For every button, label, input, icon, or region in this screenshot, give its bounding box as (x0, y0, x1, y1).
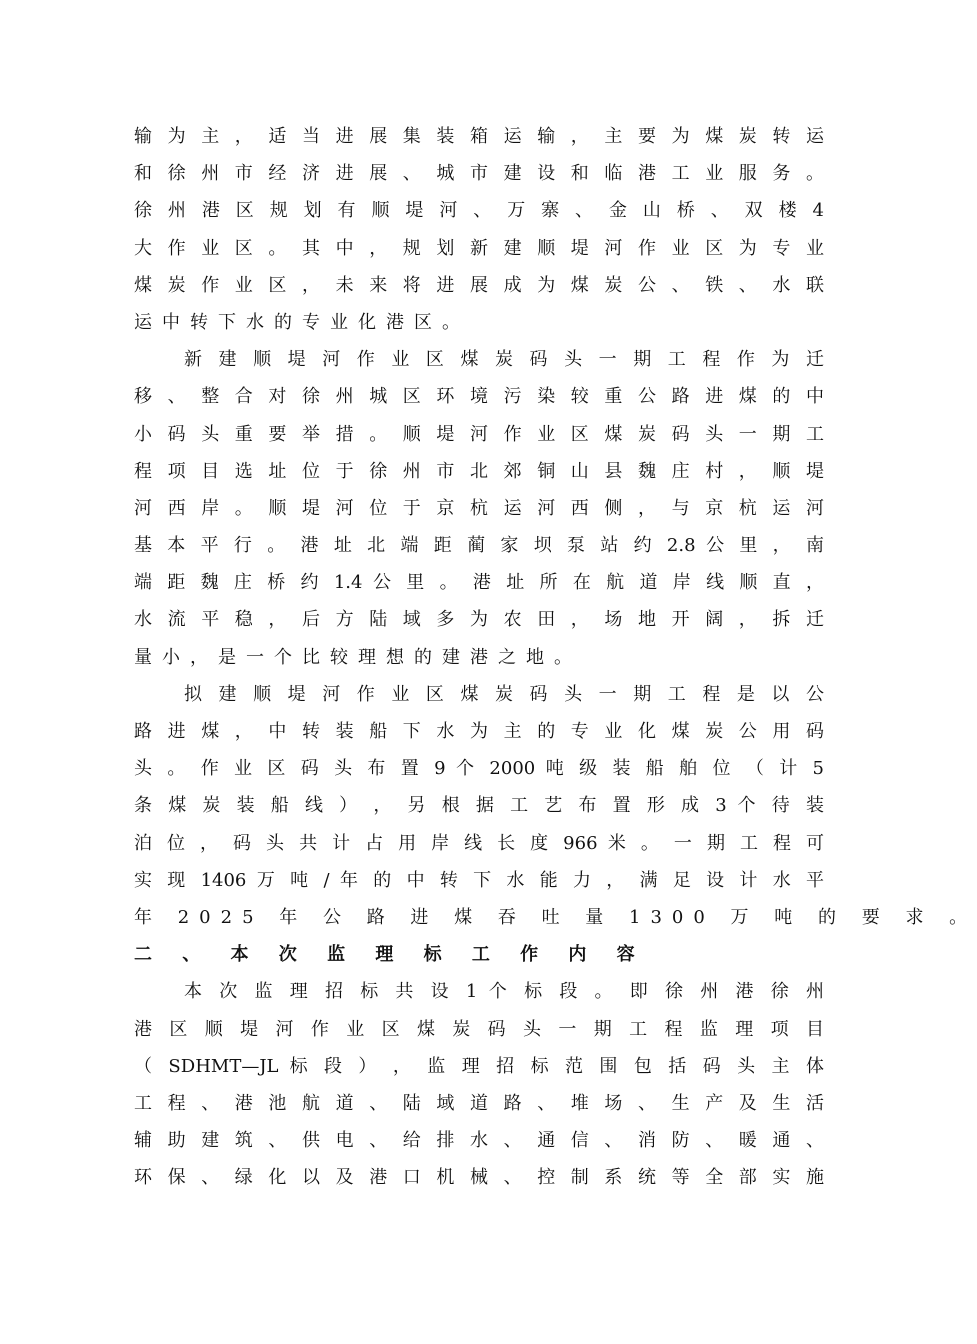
text-line: 条 煤 炭 装 船 线 ） ， 另 根 据 工 艺 布 置 形 成 3 个 待 装 (134, 795, 824, 817)
text-line: 实 现 1406 万 吨 / 年 的 中 转 下 水 能 力 ， 满 足 设 计 水 平 (134, 869, 824, 891)
text-line: 量小，是一个比较理想的建港之地。 (134, 646, 582, 668)
text-line: 大 作 业 区 。 其 中 ， 规 划 新 建 顺 堤 河 作 业 区 为 专 业 (134, 237, 824, 259)
text-line: 运中转下水的专业化港区。 (134, 311, 470, 333)
text-line: 环 保 、 绿 化 以 及 港 口 机 械 、 控 制 系 统 等 全 部 实 施 (134, 1167, 824, 1189)
section-heading: 二 、 本 次 监 理 标 工 作 内 容 (134, 944, 647, 966)
text-line: 程 项 目 选 址 位 于 徐 州 市 北 郊 铜 山 县 魏 庄 村 ， 顺 堤 (134, 460, 824, 482)
text-line: 头 。 作 业 区 码 头 布 置 9 个 2000 吨 级 装 船 舶 位 （ 计 5 (134, 758, 824, 780)
text-line: 水 流 平 稳 ， 后 方 陆 域 多 为 农 田 ， 场 地 开 阔 ， 拆 迁 (134, 609, 824, 631)
document-body (134, 118, 977, 1196)
text-line: 工 程 、 港 池 航 道 、 陆 域 道 路 、 堆 场 、 生 产 及 生 活 (134, 1092, 824, 1114)
text-line: 河 西 岸 。 顺 堤 河 位 于 京 杭 运 河 西 侧 ， 与 京 杭 运 河 (134, 497, 824, 519)
text-line: 基 本 平 行 。 港 址 北 端 距 蔺 家 坝 泵 站 约 2.8 公 里 ， 南 (134, 535, 824, 557)
text-line: （ SDHMT—JL 标 段 ） ， 监 理 招 标 范 围 包 括 码 头 主 体 (134, 1055, 824, 1077)
text-line: 年 2025 年 公 路 进 煤 吞 吐 量 1300 万 吨 的 要 求 。 (134, 906, 977, 928)
text-line: 本 次 监 理 招 标 共 设 1 个 标 段 。 即 徐 州 港 徐 州 (184, 981, 824, 1003)
text-line: 煤 炭 作 业 区 ， 未 来 将 进 展 成 为 煤 炭 公 、 铁 、 水 联 (134, 274, 824, 296)
text-line: 徐 州 港 区 规 划 有 顺 堤 河 、 万 寨 、 金 山 桥 、 双 楼 4 (134, 200, 824, 222)
text-line: 路 进 煤 ， 中 转 装 船 下 水 为 主 的 专 业 化 煤 炭 公 用 码 (134, 721, 824, 742)
text-line: 泊 位 ， 码 头 共 计 占 用 岸 线 长 度 966 米 。 一 期 工 程 可 (134, 832, 824, 854)
text-line: 端 距 魏 庄 桥 约 1.4 公 里 。 港 址 所 在 航 道 岸 线 顺 直 ， (134, 572, 824, 594)
text-line: 辅 助 建 筑 、 供 电 、 给 排 水 、 通 信 、 消 防 、 暖 通 、 (134, 1130, 824, 1152)
text-line: 移 、 整 合 对 徐 州 城 区 环 境 污 染 较 重 公 路 进 煤 的 中 (134, 386, 824, 408)
text-line: 小 码 头 重 要 举 措 。 顺 堤 河 作 业 区 煤 炭 码 头 一 期 工 (134, 423, 824, 445)
text-line: 和 徐 州 市 经 济 进 展 、 城 市 建 设 和 临 港 工 业 服 务 。 (134, 163, 824, 185)
text-line: 拟 建 顺 堤 河 作 业 区 煤 炭 码 头 一 期 工 程 是 以 公 (184, 683, 824, 705)
text-line: 输 为 主 ， 适 当 进 展 集 装 箱 运 输 ， 主 要 为 煤 炭 转 运 (134, 126, 824, 147)
text-line: 港 区 顺 堤 河 作 业 区 煤 炭 码 头 一 期 工 程 监 理 项 目 (134, 1018, 824, 1040)
text-line: 新 建 顺 堤 河 作 业 区 煤 炭 码 头 一 期 工 程 作 为 迁 (184, 349, 824, 371)
